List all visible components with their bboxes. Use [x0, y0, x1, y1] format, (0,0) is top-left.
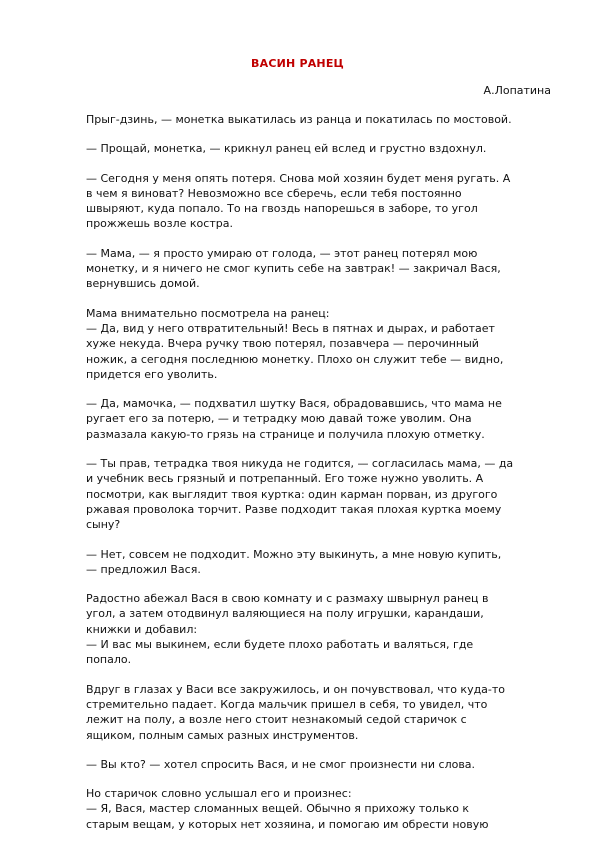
paragraph	[86, 757, 556, 772]
text-line: старым вещам, у которых нет хозяина, и помогаю им обрести новую	[86, 817, 489, 831]
text-line: в чем я виноват? Невозможно все сберечь, если тебя постоянно	[86, 186, 462, 200]
text-line: книжки и добавил:	[86, 622, 198, 636]
text-line: стремительно падает. Когда мальчик пришел в себя, то увидел, что	[86, 697, 488, 711]
text-line: размазала какую-то грязь на странице и получила плохую отметку.	[86, 427, 485, 441]
text-line: — Вы кто? — хотел спросить Вася, и не смог произнести ни слова.	[86, 757, 476, 771]
text-line: — Сегодня у меня опять потеря. Снова мой хозяин будет меня ругать. А	[86, 171, 511, 185]
paragraph	[86, 786, 556, 832]
text-line: — предложил Вася.	[86, 562, 201, 576]
text-line: вернувшись домой.	[86, 277, 200, 291]
text-line: — Да, вид у него отвратительный! Весь в пятнах и дырах, и работает	[86, 321, 495, 335]
text-line: Мама внимательно посмотрела на ранец:	[86, 306, 330, 320]
text-line: угол, а затем отодвинул валяющиеся на полу игрушки, карандаши,	[86, 607, 484, 621]
text-line: ржавая проволока торчит. Разве подходит такая плохая куртка моему	[86, 502, 502, 516]
paragraph	[86, 171, 556, 232]
text-line: — Прощай, монетка, — крикнул ранец ей вслед и грустно вздохнул.	[86, 142, 487, 156]
text-line: ящиком, полным самых разных инструментов.	[86, 728, 359, 742]
text-line: — Нет, совсем не подходит. Можно эту выкинуть, а мне новую купить,	[86, 547, 502, 561]
paragraph	[86, 246, 556, 292]
paragraph	[86, 591, 556, 667]
paragraph	[86, 547, 556, 578]
text-line: — Ты прав, тетрадка твоя никуда не годится, — согласилась мама, — да	[86, 457, 514, 471]
paragraph	[86, 306, 556, 382]
paragraph	[86, 682, 556, 743]
text-line: швыряют, куда попало. То на гвоздь напорешься в заборе, то угол	[86, 202, 478, 216]
text-line: и учебник весь грязный и потрепанный. Его тоже нужно уволить. А	[86, 472, 484, 486]
text-line: — Да, мамочка, — подхватил шутку Вася, обрадовавшись, что мама не	[86, 397, 502, 411]
text-line: лежит на полу, а возле него стоит незнакомый седой старичок с	[86, 713, 467, 727]
text-line: — Я, Вася, мастер сломанных вещей. Обычно я прихожу только к	[86, 802, 470, 816]
text-line: сыну?	[86, 518, 121, 532]
text-line: хуже некуда. Вчера ручку твою потерял, позавчера — перочинный	[86, 337, 479, 351]
text-line: — Мама, — я просто умираю от голода, — этот ранец потерял мою	[86, 246, 478, 260]
text-line: Но старичок словно услышал его и произнес:	[86, 787, 352, 801]
text-line: попало.	[86, 653, 132, 667]
text-line: Прыг-дзинь, — монетка выкатилась из ранца и покатилась по мостовой.	[86, 113, 512, 126]
text-line: монетку, и я ничего не смог купить себе на завтрак! — закричал Вася,	[86, 262, 501, 276]
text-line: — И вас мы выкинем, если будете плохо работать и валяться, где	[86, 638, 474, 652]
text-line: ругает его за потерю, — и тетрадку мою давай тоже уволим. Она	[86, 412, 472, 426]
text-line: придется его уволить.	[86, 367, 218, 381]
text-line: прожжешь возле костра.	[86, 217, 233, 231]
paragraph	[86, 141, 556, 156]
paragraph	[86, 396, 556, 442]
text-line: посмотри, как выглядит твоя куртка: один карман порван, из другого	[86, 487, 498, 501]
paragraph	[86, 456, 556, 532]
document-title: ВАСИН РАНЕЦ	[251, 57, 344, 70]
text-line: Вдруг в глазах у Васи все закружилось, и он почувствовал, что куда-то	[86, 682, 506, 696]
document-author: А.Лопатина	[483, 84, 551, 97]
text-line: ножик, а сегодня последнюю монетку. Плохо он служит тебе — видно,	[86, 352, 504, 366]
paragraph	[86, 112, 556, 127]
document-body	[86, 112, 556, 846]
text-line: Радостно абежал Вася в свою комнату и с размаху швырнул ранец в	[86, 592, 489, 606]
